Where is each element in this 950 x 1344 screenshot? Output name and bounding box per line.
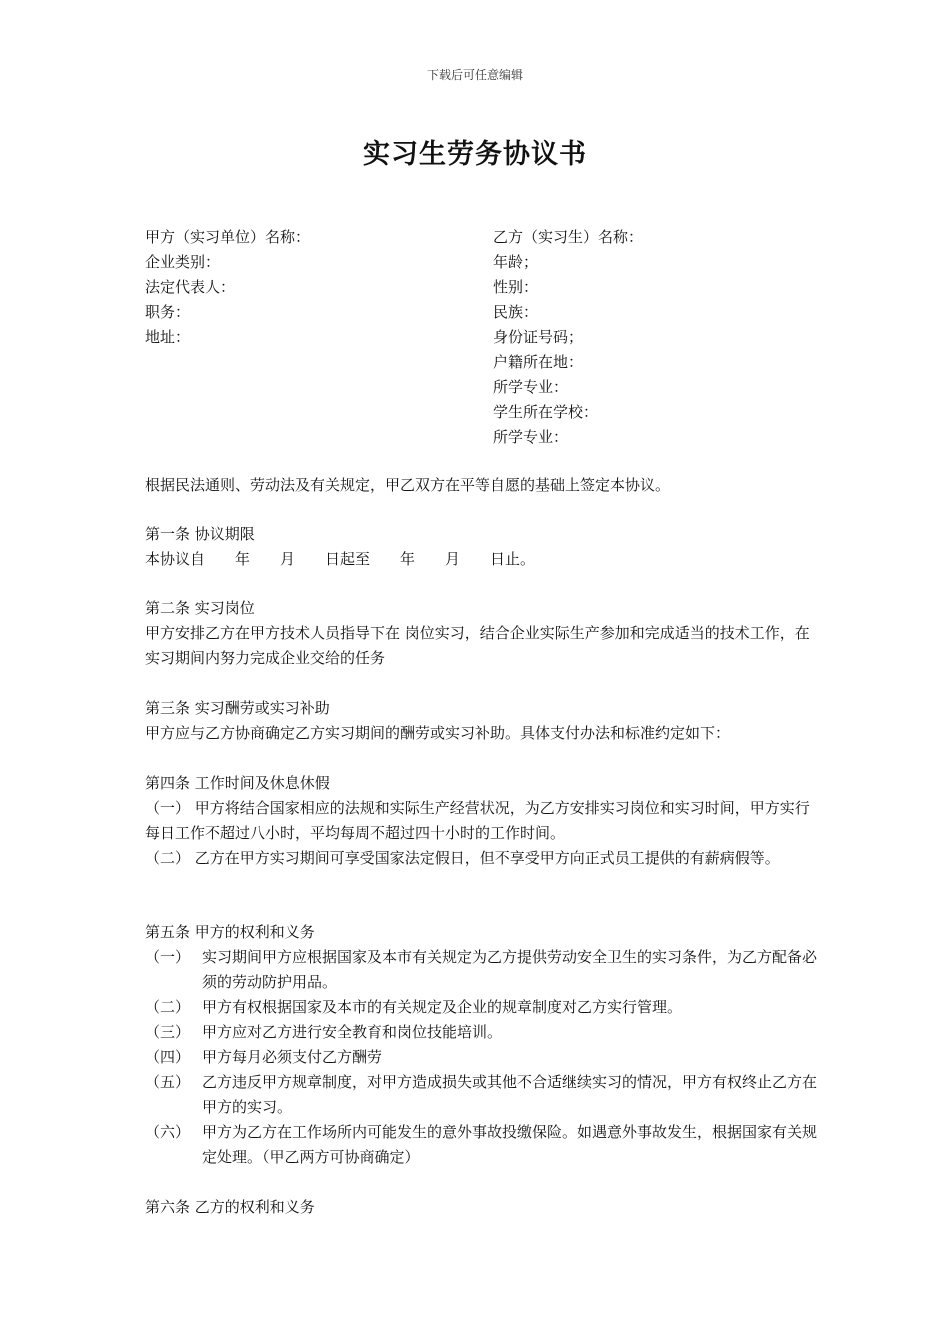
item-number: （六） [145,1123,191,1141]
item-number: （一） [145,948,191,966]
article-5-item [145,995,817,1020]
article-6 [145,1195,817,1220]
article-4 [145,771,817,871]
article-3-heading: 第三条 实习酬劳或实习补助 [145,699,330,717]
item-number: （三） [145,1023,191,1041]
article-3 [145,696,817,746]
item-text: 甲方每月必须支付乙方酬劳 [202,1048,383,1066]
party-a-position: 职务： [145,303,191,321]
preamble: 根据民法通则、劳动法及有关规定，甲乙双方在平等自愿的基础上签定本协议。 [145,476,671,494]
article-4-para-1: （一） 甲方将结合国家相应的法规和实际生产经营状况，为乙方安排实习岗位和实习时间，甲方实行每日工作不超过八小时，平均每周不超过四十小时的工作时间。 [145,799,810,842]
party-b-ethnicity: 民族： [493,303,539,321]
item-text: 甲方有权根据国家及本市的有关规定及企业的规章制度对乙方实行管理。 [202,998,683,1016]
party-b-name: 乙方（实习生）名称： [493,228,644,246]
party-b-household: 户籍所在地： [493,353,584,371]
party-b-major: 所学专业： [493,378,569,396]
item-number: （四） [145,1048,191,1066]
party-a-representative: 法定代表人： [145,278,236,296]
party-b-major-2: 所学专业： [493,428,569,446]
article-6-heading: 第六条 乙方的权利和义务 [145,1198,315,1216]
article-2-text: 甲方安排乙方在甲方技术人员指导下在 岗位实习，结合企业实际生产参加和完成适当的技术工作，在实习期间内努力完成企业交给的任务 [145,624,810,667]
item-number: （五） [145,1073,191,1091]
item-text: 甲方应对乙方进行安全教育和岗位技能培训。 [202,1023,503,1041]
party-b-id-number: 身份证号码； [493,328,584,346]
article-4-para-2: （二） 乙方在甲方实习期间可享受国家法定假日，但不享受甲方向正式员工提供的有薪病假等。 [145,849,780,867]
article-5-item [145,945,817,995]
article-5-item [145,1045,817,1070]
article-4-heading: 第四条 工作时间及休息休假 [145,774,330,792]
article-5-item [145,1120,817,1170]
article-5 [145,920,817,1170]
article-2 [145,596,817,671]
article-2-heading: 第二条 实习岗位 [145,599,255,617]
header-note: 下载后可任意编辑 [426,68,523,82]
article-5-item [145,1020,817,1045]
article-3-text: 甲方应与乙方协商确定乙方实习期间的酬劳或实习补助。具体支付办法和标准约定如下： [145,724,731,742]
party-a-type: 企业类别： [145,253,221,271]
article-5-heading: 第五条 甲方的权利和义务 [145,923,315,941]
article-1 [145,522,817,572]
party-a-address: 地址： [145,328,191,346]
item-text: 甲方为乙方在工作场所内可能发生的意外事故投缴保险。如遇意外事故发生，根据国家有关规定处理。（甲乙两方可协商确定） [202,1123,818,1166]
party-a-name: 甲方（实习单位）名称： [145,228,311,246]
item-text: 实习期间甲方应根据国家及本市有关规定为乙方提供劳动安全卫生的实习条件，为乙方配备必须的劳动防护用品。 [202,948,818,991]
article-5-item [145,1070,817,1120]
document-title: 实习生劳务协议书 [363,139,587,170]
party-b-info [493,225,823,450]
item-number: （二） [145,998,191,1016]
party-b-gender: 性别： [493,278,539,296]
item-text: 乙方违反甲方规章制度，对甲方造成损失或其他不合适继续实习的情况，甲方有权终止乙方在甲方的实习。 [202,1073,818,1116]
party-b-age: 年龄； [493,253,539,271]
party-a-info [145,225,475,350]
party-b-school: 学生所在学校： [493,403,599,421]
article-1-text: 本协议自 年 月 日起至 年 月 日止。 [145,550,536,568]
article-1-heading: 第一条 协议期限 [145,525,255,543]
